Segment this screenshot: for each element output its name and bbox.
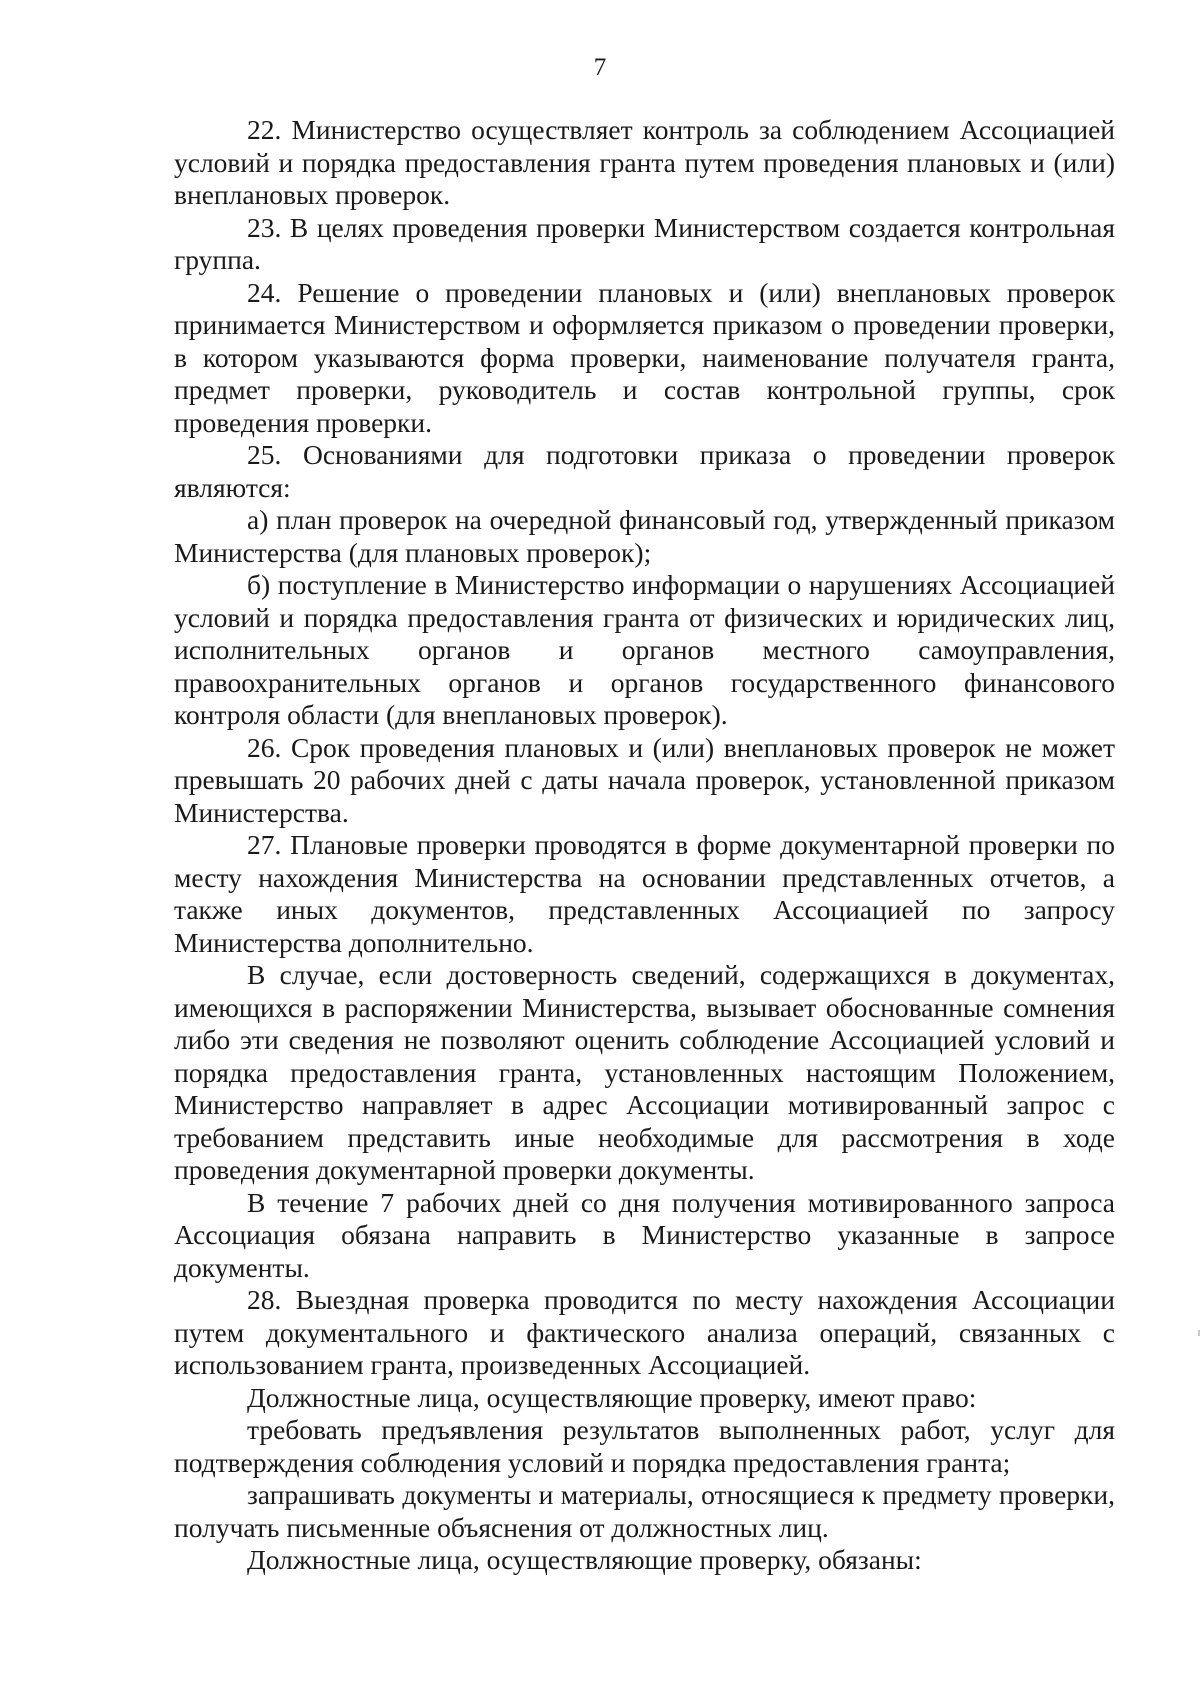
document-body <box>174 114 1115 1577</box>
paragraph-25: 25. Основаниями для подготовки приказа о проведении проверок являются: <box>174 439 1115 503</box>
paragraph-25-a: а) план проверок на очередной финансовый год, утвержденный приказом Министерства (для плановых проверок); <box>174 504 1115 568</box>
paragraph-27: 27. Плановые проверки проводятся в форме документарной проверки по месту нахождения Министерства на основании представленных отчетов, а также иных документов, представленных Ассоциацией по запросу Министерства дополнительно. <box>174 829 1115 958</box>
paragraph-rights-heading: Должностные лица, осуществляющие проверку, имеют право: <box>247 1381 977 1413</box>
paragraph-27-deadline: В течение 7 рабочих дней со дня получения мотивированного запроса Ассоциация обязана направить в Министерство указанные в запросе документы. <box>174 1186 1115 1283</box>
paragraph-23: 23. В целях проведения проверки Министерством создается контрольная группа. <box>174 211 1115 275</box>
paragraph-right-demand: требовать предъявления результатов выполненных работ, услуг для подтверждения соблюдения условий и порядка предоставления гранта; <box>174 1414 1115 1478</box>
paragraph-25-b: б) поступление в Министерство информации о нарушениях Ассоциацией условий и порядка предоставления гранта от физических и юридических лиц, исполнительных органов и органов местного самоуправления, правоохранительных органов и органов государственного финансового контроля области (для внеплановых проверок). <box>174 569 1115 730</box>
paragraph-28: 28. Выездная проверка проводится по месту нахождения Ассоциации путем документального и фактического анализа операций, связанных с использованием гранта, произведенных Ассоциацией. <box>174 1284 1115 1380</box>
paragraph-22: 22. Министерство осуществляет контроль за соблюдением Ассоциацией условий и порядка предоставления гранта путем проведения плановых и (или) внеплановых проверок. <box>174 114 1115 210</box>
paragraph-27-case: В случае, если достоверность сведений, содержащихся в документах, имеющихся в распоряжении Министерства, вызывает обоснованные сомнения либо эти сведения не позволяют оценить соблюдение Ассоциацией условий и порядка предоставления гранта, установленных настоящим Положением, Министерство направляет в адрес Ассоциации мотивированный запрос с требованием представить иные необходимые для рассмотрения в ходе проведения документарной проверки документы. <box>174 959 1115 1185</box>
page-number: 7 <box>593 54 607 81</box>
paragraph-duties-heading: Должностные лица, осуществляющие проверку, обязаны: <box>247 1544 922 1575</box>
paragraph-24: 24. Решение о проведении плановых и (или) внеплановых проверок принимается Министерством и оформляется приказом о проведении проверки, в котором указываются форма проверки, наименование получателя гранта, предмет проверки, руководитель и состав контрольной группы, срок проведения проверки. <box>174 276 1115 438</box>
paragraph-26: 26. Срок проведения плановых и (или) внеплановых проверок не может превышать 20 рабочих дней с даты начала проверок, установленной приказом Министерства. <box>174 731 1115 828</box>
paragraph-right-request: запрашивать документы и материалы, относящиеся к предмету проверки, получать письменные объяснения от должностных лиц. <box>174 1479 1115 1543</box>
